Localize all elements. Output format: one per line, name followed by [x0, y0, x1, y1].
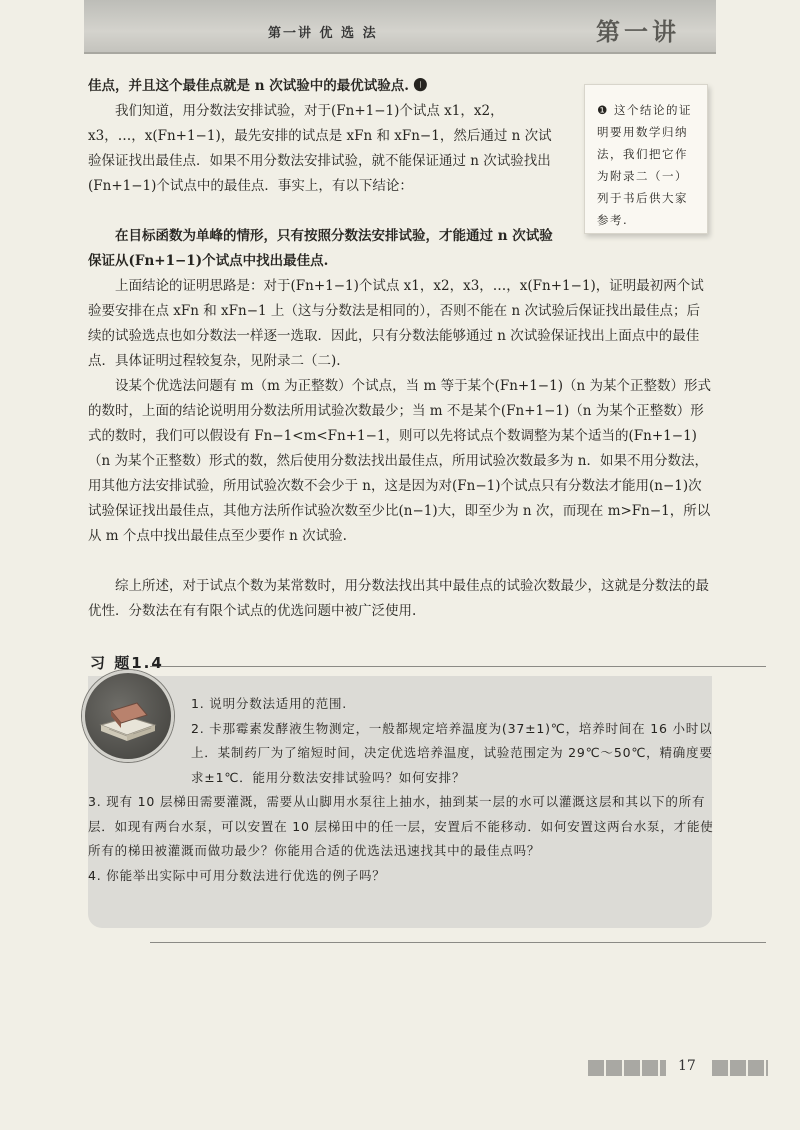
paragraph-5: 设某个优选法问题有 m（m 为正整数）个试点，当 m 等于某个(Fn+1−1)（n 为某个正整数）形式的数时，上面的结论说明用分数法所用试验次数最少；当 m 不是某个(Fn+1−1)（n 为某个正整数）形式的数时，我们可以假设有 Fn−1<m<Fn+1−1，则可以先将试点个数调整为某个适当的(Fn+1−1)（n 为某个正整数）形式的数，然后使用分数法找出最佳点，所用试验次数最多为 n．如果不用分数法，用其他方法安排试验，所用试验次数不会少于 n，这是因为对(Fn−1)个试点只有分数法才能用(n−1)次试验保证找出最佳点，其他方法所作试验次数至少比(n−1)大，即至少为 n 次，而现在 m>Fn−1，所以从 m 个点中找出最佳点至少要作 n 次试验. [88, 378, 711, 544]
paragraph-1: 佳点，并且这个最佳点就是 n 次试验中的最优试验点. ❶ [88, 78, 428, 94]
exercise-bottom-rule [150, 942, 766, 943]
exercise-item-1: 1. 说明分数法适用的范围. [191, 696, 348, 711]
lecture-label: 第一讲 [596, 17, 680, 46]
margin-note [584, 84, 708, 234]
header-title: 第一讲 优 选 法 [268, 26, 378, 41]
footer-bar-left [588, 1060, 666, 1076]
footer-bar-right [712, 1060, 768, 1076]
paragraph-6-block [88, 574, 712, 624]
exercise-title: 习 题1.4 [90, 654, 164, 672]
paragraph-4-block [88, 274, 712, 374]
margin-note-text: ❶ 这个结论的证明要用数学归纳法，我们把它作为附录二（一）列于书后供大家参考. [597, 103, 692, 227]
paragraph-5-block [88, 374, 712, 549]
paragraph-2: 我们知道，用分数法安排试验，对于(Fn+1−1)个试点 x1，x2，x3，…，x(Fn+1−1)，最先安排的试点是 xFn 和 xFn−1，然后通过 n 次试验保证找出最佳点．如果不用分数法安排试验，就不能保证通过 n 次试验找出(Fn+1−1)个试点中的最佳点．事实上，有以下结论： [88, 103, 552, 194]
exercise-list [88, 690, 718, 888]
paragraph-4: 上面结论的证明思路是：对于(Fn+1−1)个试点 x1，x2，x3，…，x(Fn+1−1)，证明最初两个试验要安排在点 xFn 和 xFn−1 上（这与分数法是相同的），否则不能在 n 次试验后保证找出最佳点；后续的试验选点也如分数法一样逐一选取．因此，只有分数法能够通过 n 次试验保证找出上面点中的最佳点．具体证明过程较复杂，见附录二（二). [88, 278, 704, 369]
exercise-top-rule [150, 666, 766, 667]
exercise-item-3: 3. 现有 10 层梯田需要灌溉，需要从山脚用水泵往上抽水，抽到某一层的水可以灌溉这层和其以下的所有层．如现有两台水泵，可以安置在 10 层梯田中的任一层，安置后不能移动．如何安置这两台水泵，才能使所有的梯田被灌溉而做功最少？你能用合适的优选法迅速找其中的最佳点吗？ [88, 794, 714, 858]
exercise-item-2: 2. 卡那霉素发酵液生物测定，一般都规定培养温度为(37±1)℃，培养时间在 16 小时以上．某制药厂为了缩短时间，决定优选培养温度，试验范围定为 29℃～50℃，精确度要求±1℃．能用分数法安排试验吗？如何安排？ [191, 720, 713, 785]
page-number: 17 [678, 1058, 696, 1074]
exercise-item-4: 4. 你能举出实际中可用分数法进行优选的例子吗？ [88, 867, 386, 883]
paragraph-3: 在目标函数为单峰的情形，只有按照分数法安排试验，才能通过 n 次试验保证从(Fn+1−1)个试点中找出最佳点. [88, 228, 553, 269]
paragraph-6: 综上所述，对于试点个数为某常数时，用分数法找出其中最佳点的试验次数最少，这就是分数法的最优性．分数法在有有限个试点的优选问题中被广泛使用. [88, 578, 709, 619]
